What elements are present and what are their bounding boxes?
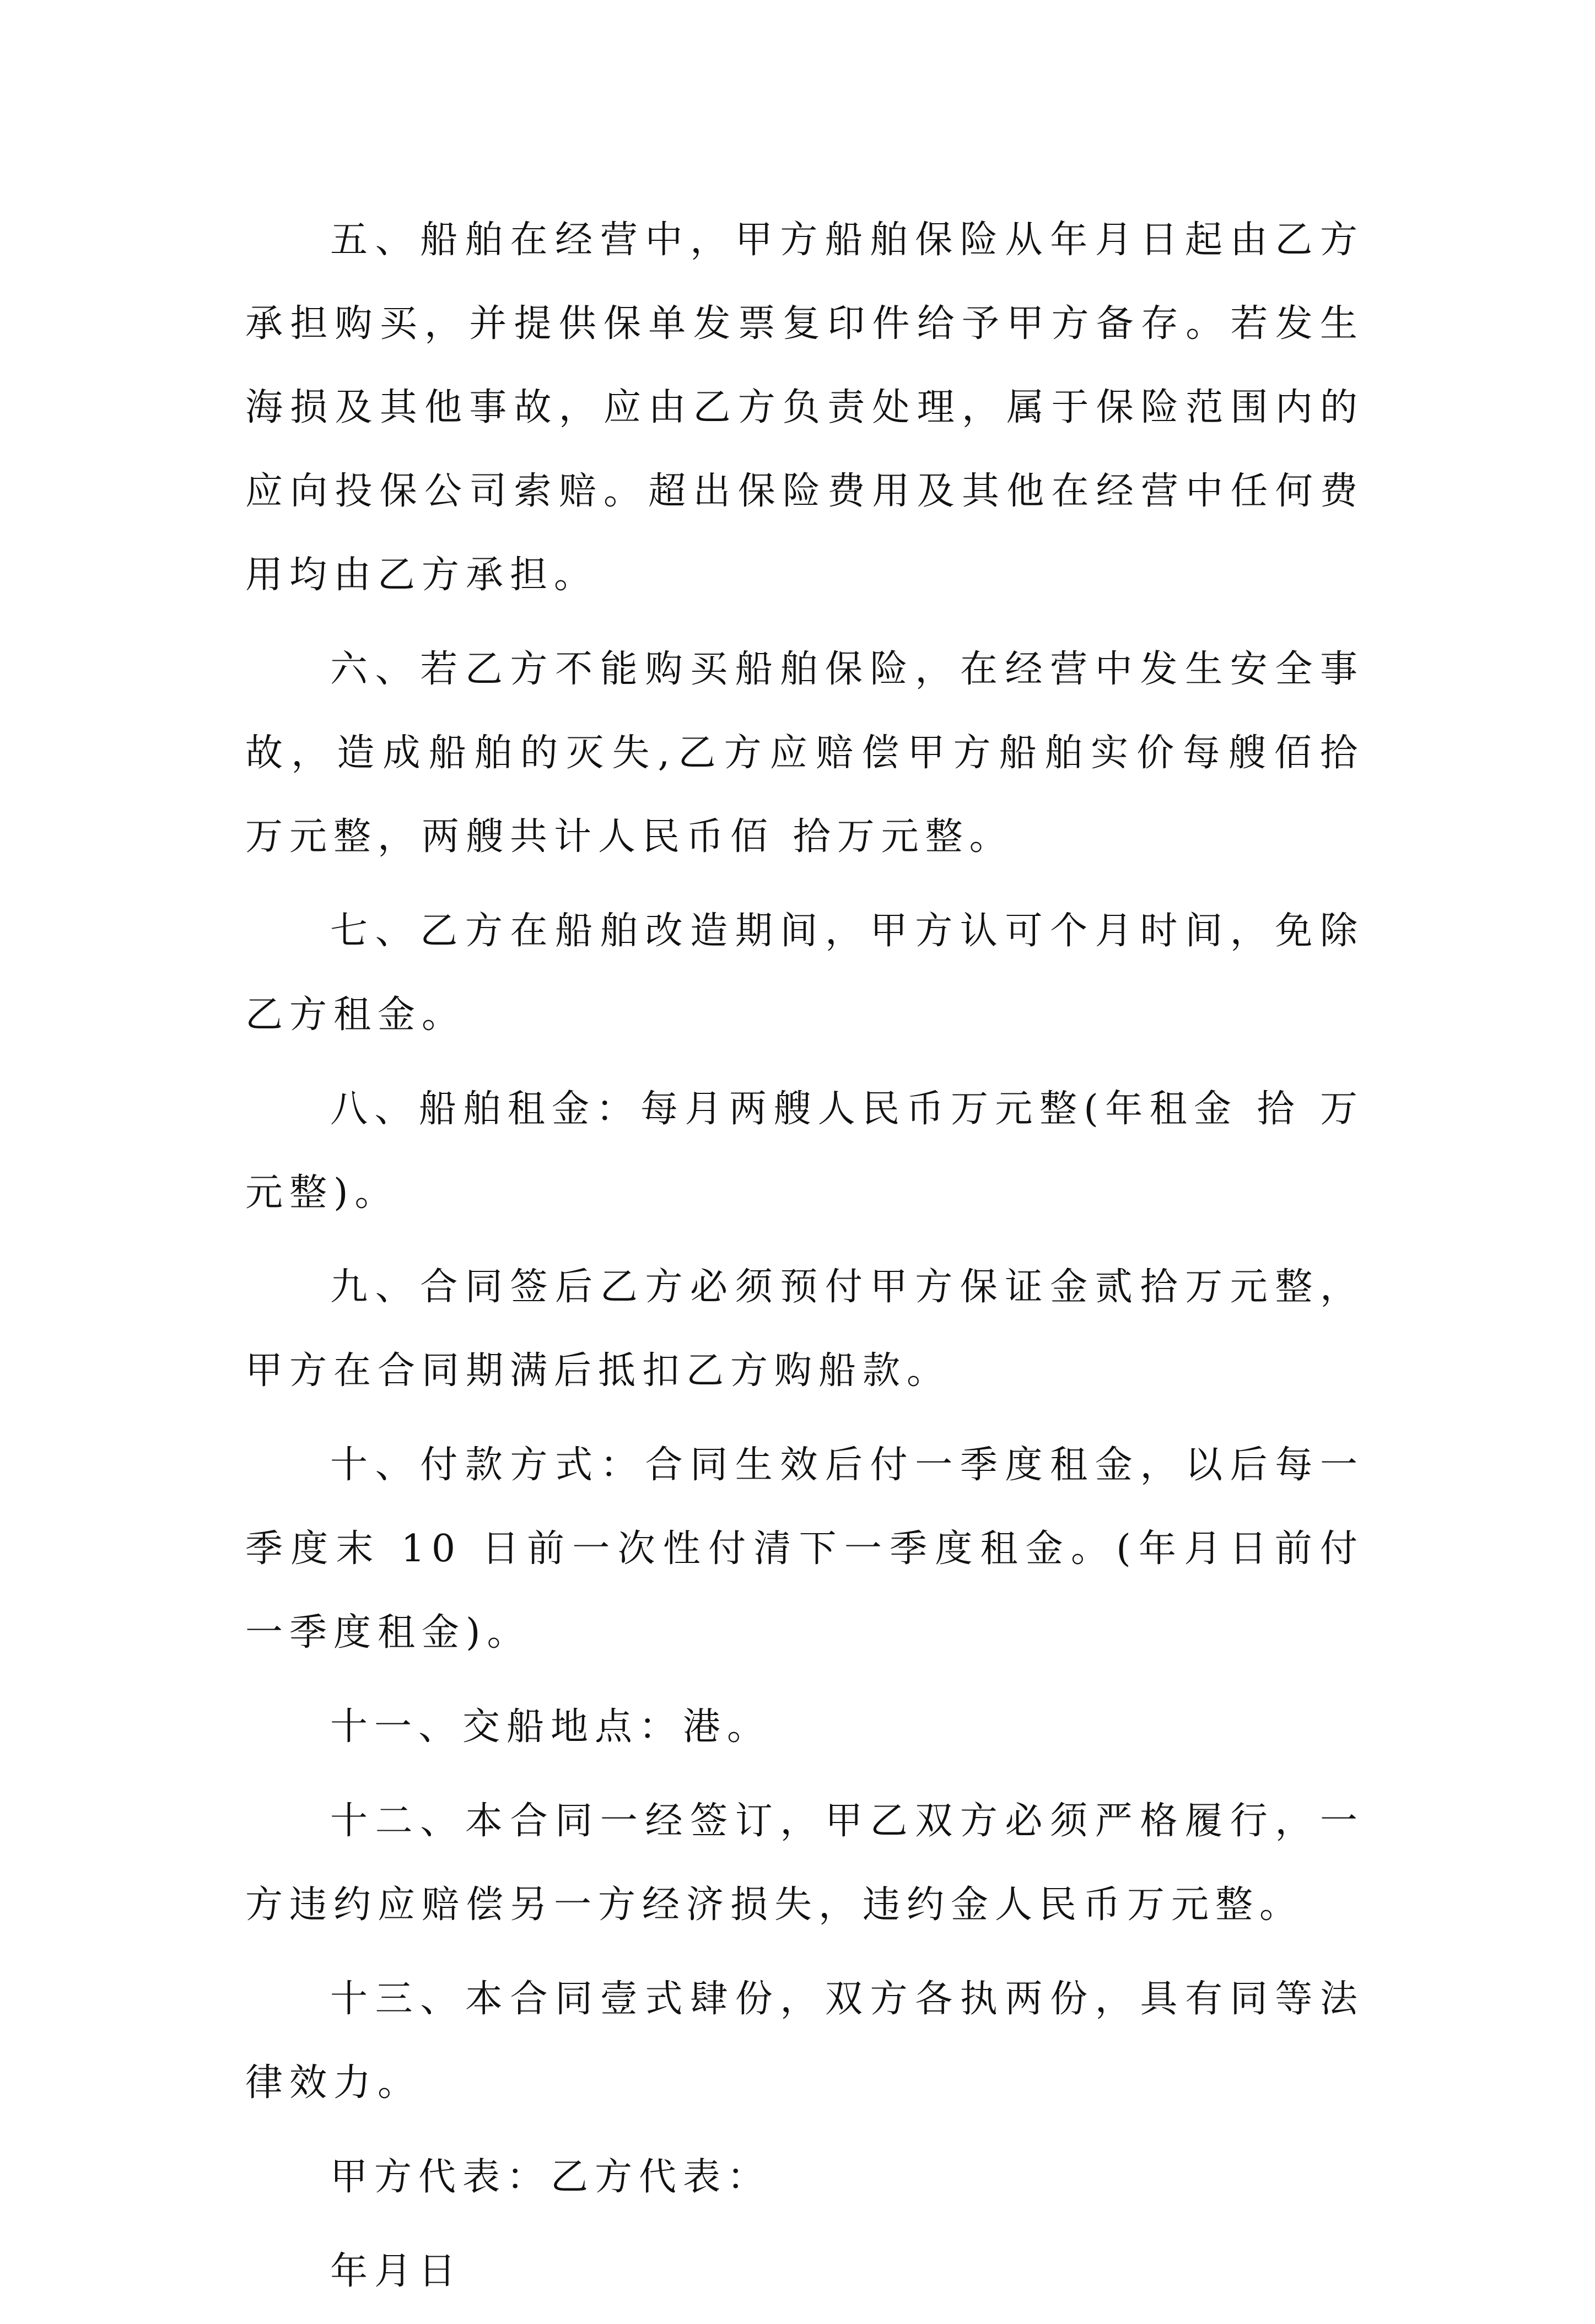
clause-13: 十三、本合同壹式肆份，双方各执两份，具有同等法律效力。 <box>245 1977 1364 2105</box>
signature-representatives: 甲方代表：乙方代表： <box>330 2155 772 2199</box>
clause-9: 九、合同签后乙方必须预付甲方保证金贰拾万元整，甲方在合同期满后抵扣乙方购船款。 <box>245 1265 1364 1393</box>
clause-5: 五、船舶在经营中，甲方船舶保险从年月日起由乙方承担购买，并提供保单发票复印件给予甲方备存。若发生海损及其他事故，应由乙方负责处理，属于保险范围内的应向投保公司索赔。超出保险费用及其他在经营中任何费用均由乙方承担。 <box>245 218 1364 597</box>
clause-7: 七、乙方在船舶改造期间，甲方认可个月时间，免除乙方租金。 <box>245 909 1364 1037</box>
clause-10: 十、付款方式：合同生效后付一季度租金，以后每一季度末 10 日前一次性付清下一季度租金。(年月日前付一季度租金)。 <box>245 1443 1364 1654</box>
signature-date: 年月日 <box>330 2250 463 2293</box>
clause-11: 十一、交船地点：港。 <box>330 1705 772 1749</box>
contract-body <box>245 198 1364 2324</box>
clause-6: 六、若乙方不能购买船舶保险，在经营中发生安全事故，造成船舶的灭失,乙方应赔偿甲方船舶实价每艘佰拾万元整，两艘共计人民币佰 拾万元整。 <box>245 648 1364 859</box>
clause-8: 八、船舶租金：每月两艘人民币万元整(年租金 拾 万元整)。 <box>245 1087 1364 1215</box>
clause-12: 十二、本合同一经签订，甲乙双方必须严格履行，一方违约应赔偿另一方经济损失，违约金人民币万元整。 <box>245 1799 1364 1927</box>
